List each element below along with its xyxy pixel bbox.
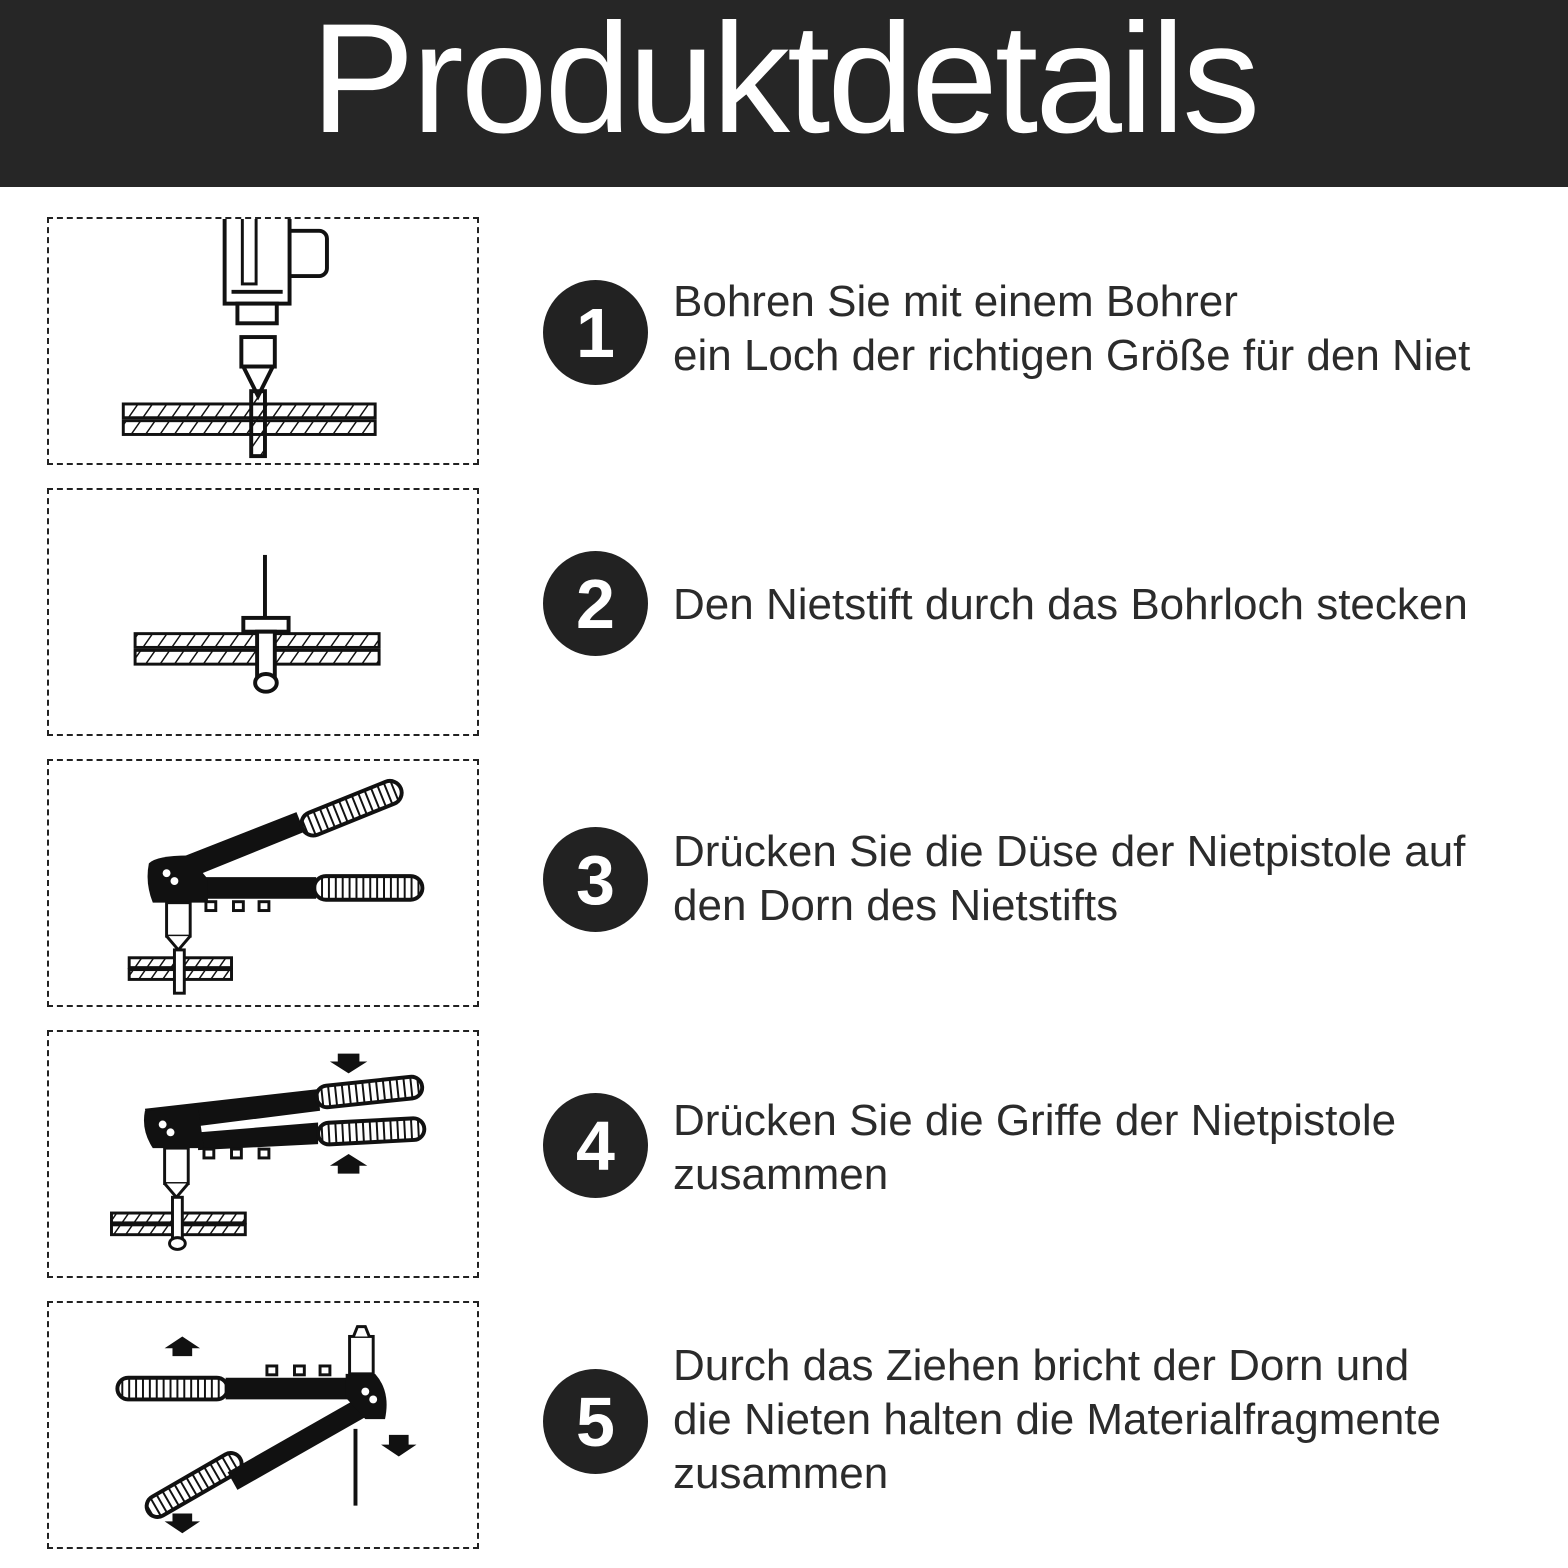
step-5-text	[673, 1339, 1543, 1501]
page-header	[0, 0, 1568, 187]
drill-icon	[49, 219, 477, 463]
rivet-gun-open-icon	[49, 761, 477, 1005]
step-4-line-1: Drücken Sie die Griffe der Nietpistole	[673, 1096, 1397, 1145]
step-5-illustration	[47, 1301, 479, 1549]
step-3-illustration	[47, 759, 479, 1007]
step-5-line-2: die Nieten halten die Materialfragmente	[673, 1395, 1442, 1444]
step-2-number-badge: 2	[543, 551, 648, 656]
step-4-text	[673, 1094, 1543, 1202]
step-2-illustration	[47, 488, 479, 736]
step-3-number-badge: 3	[543, 827, 648, 932]
step-4-illustration	[47, 1030, 479, 1278]
step-3-line-2: den Dorn des Nietstifts	[673, 881, 1119, 930]
step-3-text	[673, 825, 1543, 933]
step-3-line-1: Drücken Sie die Düse der Nietpistole auf	[673, 827, 1466, 876]
step-1-line-1: Bohren Sie mit einem Bohrer	[673, 277, 1238, 326]
rivet-insert-icon	[49, 490, 477, 734]
step-2	[0, 488, 1568, 740]
step-5	[0, 1301, 1568, 1553]
rivet-gun-pull-icon	[49, 1303, 477, 1547]
step-3	[0, 759, 1568, 1011]
step-1	[0, 217, 1568, 469]
page-title: Produktdetails	[310, 0, 1258, 166]
step-1-number-badge: 1	[543, 280, 648, 385]
step-5-number-badge: 5	[543, 1369, 648, 1474]
step-4	[0, 1030, 1568, 1282]
step-1-text	[673, 275, 1543, 383]
step-5-line-3: zusammen	[673, 1449, 889, 1498]
step-1-line-2: ein Loch der richtigen Größe für den Niet	[673, 331, 1471, 380]
rivet-gun-squeeze-icon	[49, 1032, 477, 1276]
step-2-line-1: Den Nietstift durch das Bohrloch stecken	[673, 580, 1468, 629]
step-4-line-2: zusammen	[673, 1150, 889, 1199]
step-2-text	[673, 578, 1543, 632]
step-5-line-1: Durch das Ziehen bricht der Dorn und	[673, 1341, 1410, 1390]
step-1-illustration	[47, 217, 479, 465]
step-4-number-badge: 4	[543, 1093, 648, 1198]
